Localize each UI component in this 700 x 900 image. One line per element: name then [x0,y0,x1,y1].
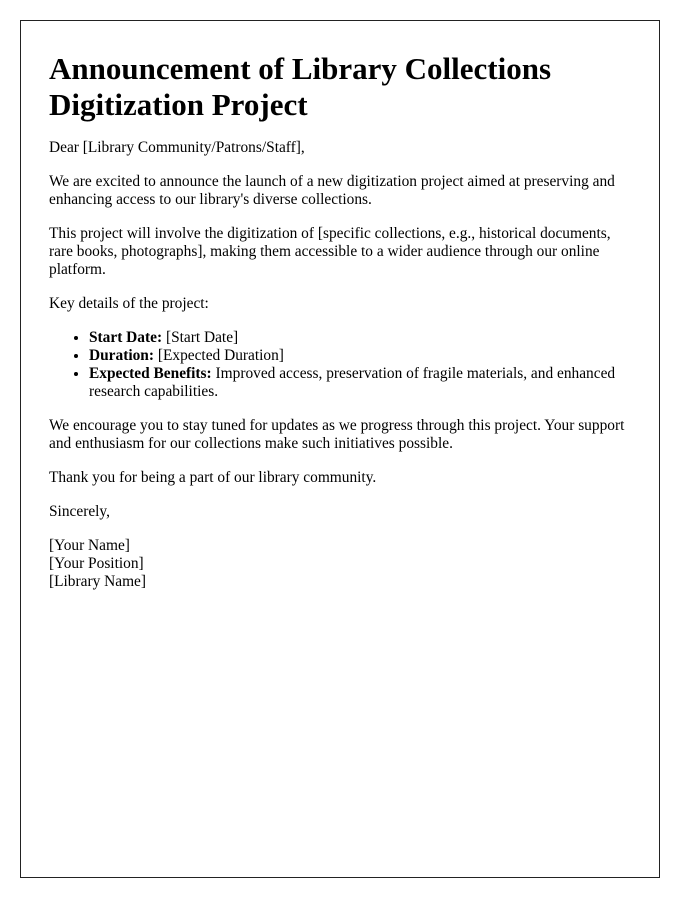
signature-library: [Library Name] [49,573,146,590]
details-list [49,329,631,401]
closing: Sincerely, [49,503,110,520]
scope-paragraph: This project will involve the digitization of [specific collections, e.g., historical documents, rare books, photographs], making them accessible to a wider audience through our online platform. [49,225,611,278]
detail-label: Expected Benefits: [89,365,212,382]
updates-paragraph: We encourage you to stay tuned for updates as we progress through this project. Your support and enthusiasm for our collections make such initiatives possible. [49,417,625,452]
intro-paragraph: We are excited to announce the launch of a new digitization project aimed at preserving and enhancing access to our library's diverse collections. [49,173,615,208]
signature-block [49,537,631,591]
detail-value: Improved access, preservation of fragile materials, and enhanced research capabilities. [89,365,616,400]
detail-label: Start Date: [89,329,163,346]
signature-name: [Your Name] [49,537,130,554]
details-intro: Key details of the project: [49,295,209,312]
thanks-paragraph: Thank you for being a part of our library community. [49,469,377,486]
salutation: Dear [Library Community/Patrons/Staff], [49,139,305,156]
detail-item-start-date [89,329,631,347]
letter-title: Announcement of Library Collections Digitization Project [49,51,552,122]
detail-item-duration [89,347,631,365]
detail-value: [Start Date] [165,329,239,346]
signature-position: [Your Position] [49,555,144,572]
detail-item-benefits [89,365,631,401]
detail-value: [Expected Duration] [157,347,284,364]
letter-page [20,20,660,878]
detail-label: Duration: [89,347,154,364]
